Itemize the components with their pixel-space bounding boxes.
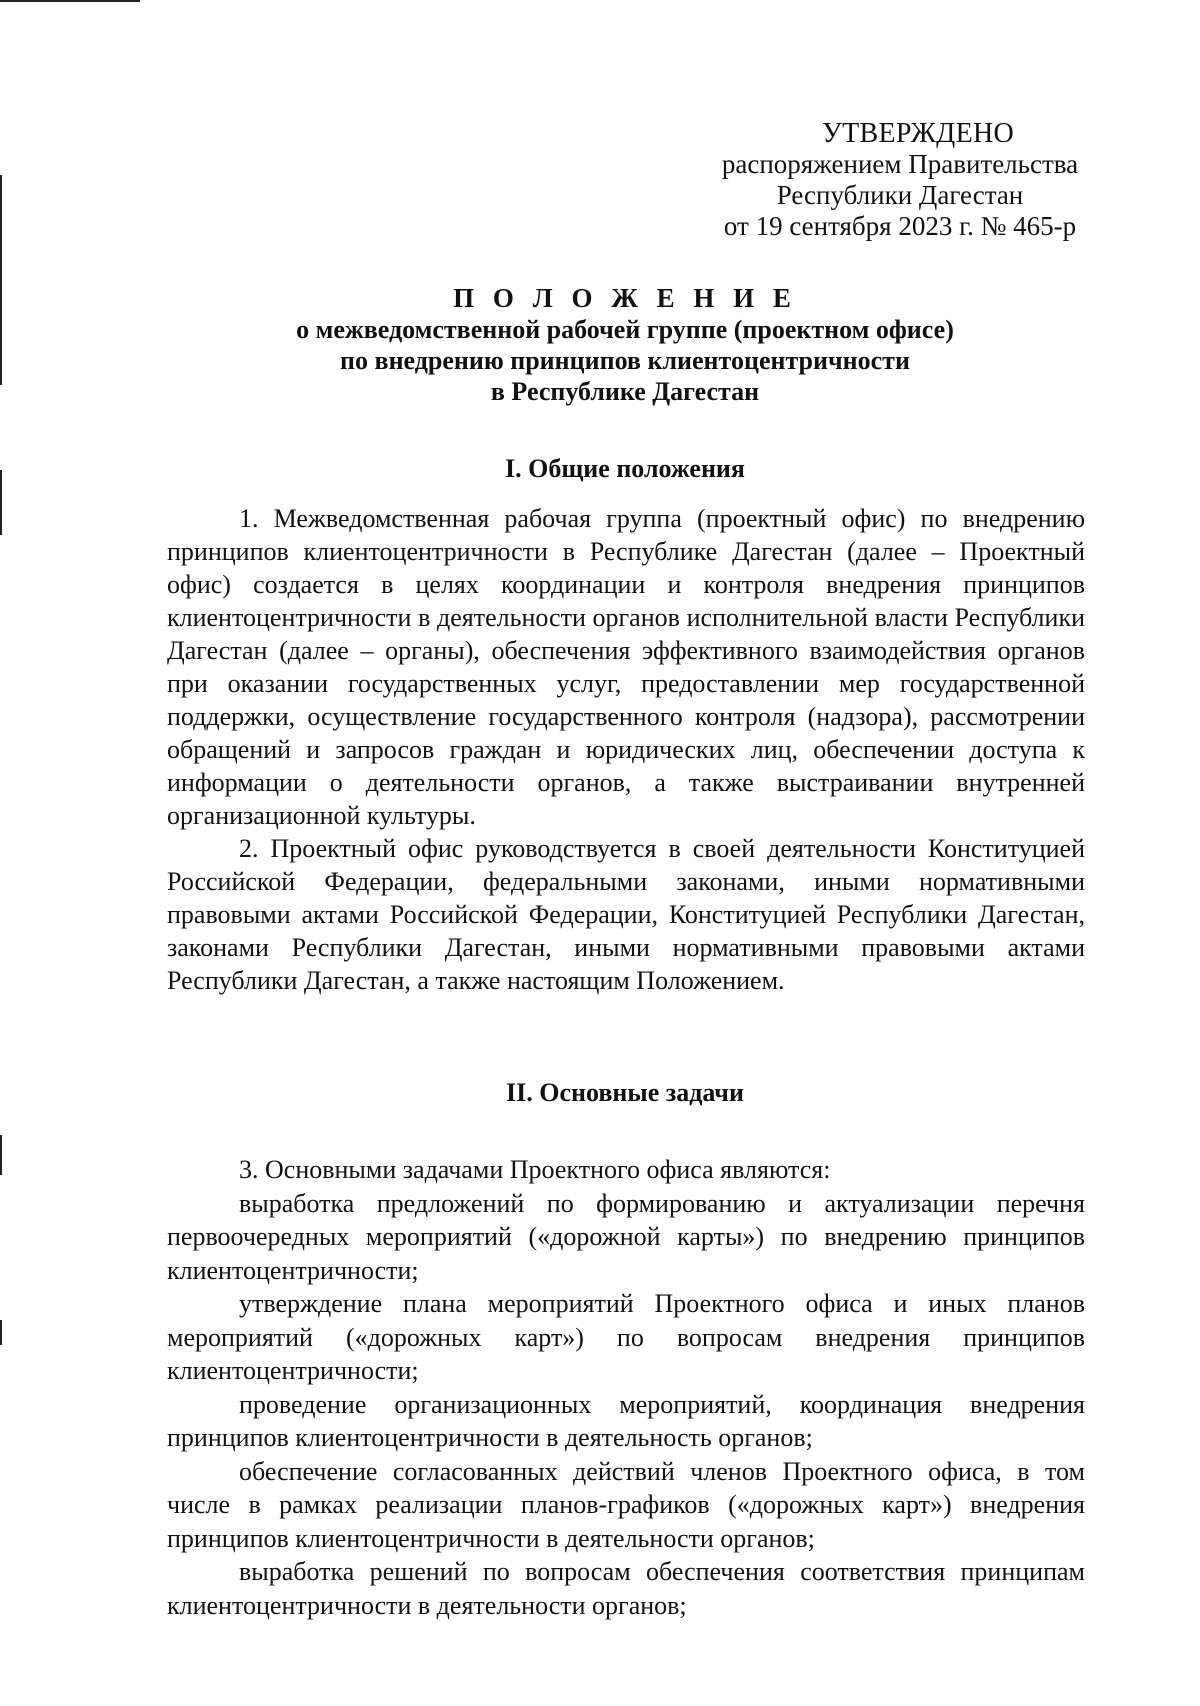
document-title: П О Л О Ж Е Н И Е — [453, 283, 797, 313]
paragraph: 2. Проектный офис руководствуется в своей деятельности Конституцией Российской Федерации, федеральными законами, иными нормативными правовыми актами Российской Федерации, Конституцией Республики Дагестан, законами Республики Дагестан, иными нормативными правовыми актами Республики Дагестан, а также настоящим Положением. — [167, 834, 1085, 995]
approval-block — [690, 118, 1110, 242]
task-item: выработка предложений по формированию и актуализации перечня первоочередных мероприятий («дорожной карты») по внедрению принципов клиентоцентричности; — [167, 1188, 1085, 1285]
section-heading-tasks: II. Основные задачи — [506, 1078, 744, 1107]
document-subtitle-line: в Республике Дагестан — [490, 377, 760, 406]
document-subtitle-line: о межведомственной рабочей группе (проектном офисе) — [296, 315, 954, 344]
task-item: проведение организационных мероприятий, координация внедрения принципов клиентоцентричности в деятельность органов; — [167, 1389, 1085, 1452]
task-item: обеспечение согласованных действий членов Проектного офиса, в том числе в рамках реализации планов-графиков («дорожных карт») внедрения принципов клиентоцентричности в деятельности органов; — [167, 1456, 1085, 1553]
task-item: выработка решений по вопросам обеспечения соответствия принципам клиентоцентричности в деятельности органов; — [167, 1557, 1085, 1620]
approval-title: УТВЕРЖДЕНО — [821, 118, 1015, 149]
approval-line: Республики Дагестан — [776, 180, 1024, 210]
scan-artifact-line — [0, 470, 2, 535]
document-subtitle-line: по внедрению принципов клиентоцентричности — [340, 346, 910, 375]
approval-line: распоряжением Правительства — [721, 149, 1079, 179]
section-heading-general: I. Общие положения — [505, 454, 745, 483]
scan-artifact-line — [0, 0, 140, 2]
task-item: утверждение плана мероприятий Проектного офиса и иных планов мероприятий («дорожных карт») по вопросам внедрения принципов клиентоцентричности; — [167, 1289, 1085, 1385]
approval-date-number: от 19 сентября 2023 г. № 465-р — [723, 211, 1077, 241]
scan-artifact-line — [0, 1320, 2, 1345]
section-general-body — [167, 502, 1085, 997]
document-title-block — [160, 283, 1090, 407]
scan-artifact-line — [0, 1135, 2, 1175]
paragraph-intro: 3. Основными задачами Проектного офиса являются: — [239, 1155, 831, 1184]
section-tasks-body — [167, 1153, 1085, 1622]
paragraph: 1. Межведомственная рабочая группа (проектный офис) по внедрению принципов клиентоцентричности в Республике Дагестан (далее – Проектный офис) создается в целях координации и контроля внедрения принципов клиентоцентричности в деятельности органов исполнительной власти Республики Дагестан (далее – органы), обеспечения эффективного взаимодействия органов при оказании государственных услуг, предоставлении мер государственной поддержки, осуществление государственного контроля (надзора), рассмотрении обращений и запросов граждан и юридических лиц, обеспечении доступа к информации о деятельности органов, а также выстраивании внутренней организационной культуры. — [167, 504, 1085, 830]
scan-artifact-line — [0, 175, 2, 385]
